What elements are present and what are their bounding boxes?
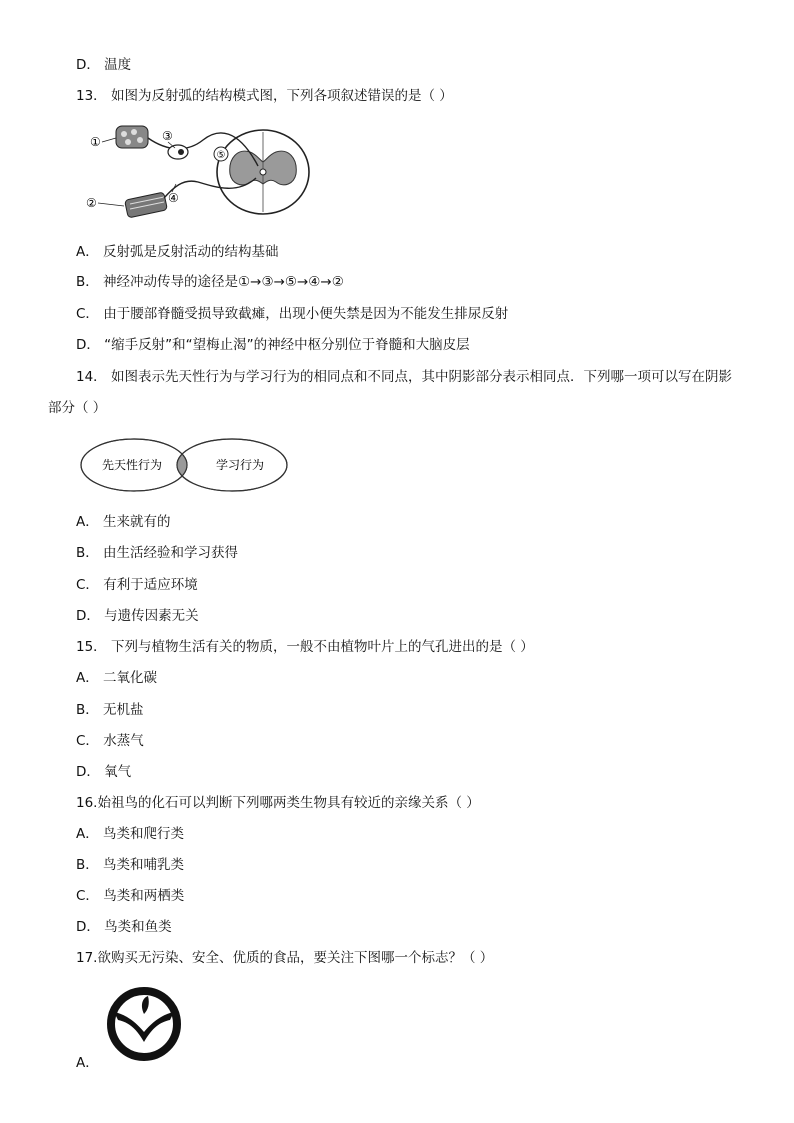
label-4: ④ [168,191,179,205]
q14-option-a: A． 生来就有的 [76,514,171,530]
q16-option-a: A． 鸟类和爬行类 [76,826,185,842]
q14-option-d: D． 与遗传因素无关 [76,608,199,624]
q13-option-b: B． 神经冲动传导的途径是①→③→⑤→④→② [76,274,344,290]
label-2: ② [86,196,97,210]
q16-stem: 16.始祖鸟的化石可以判断下列哪两类生物具有较近的亲缘关系（ ） [76,795,480,811]
q15-option-a: A． 二氧化碳 [76,670,158,686]
receptor [116,126,148,148]
venn-left-label: 先天性行为 [101,458,163,472]
q12-option-d: D． 温度 [76,57,132,73]
q15-stem: 15． 下列与植物生活有关的物质，一般不由植物叶片上的气孔进出的是（ ） [76,639,534,655]
q14-option-c: C． 有利于适应环境 [76,577,198,593]
label-3: ③ [162,129,173,143]
q15-option-c: C． 水蒸气 [76,733,144,749]
q15-option-d: D． 氧气 [76,764,132,780]
venn-diagram [78,436,290,494]
venn-right-label: 学习行为 [215,458,265,472]
q13-option-d: D． “缩手反射”和“望梅止渴”的神经中枢分别位于脊髓和大脑皮层 [76,337,470,353]
q16-option-b: B． 鸟类和哺乳类 [76,857,185,873]
q15-option-b: B． 无机盐 [76,702,144,718]
effector [125,192,168,218]
label-1: ① [90,135,101,149]
q14-stem-line1: 14． 如图表示先天性行为与学习行为的相同点和不同点，其中阴影部分表示相同点．下列哪一项可以写在阴影 [76,369,732,385]
q13-stem: 13． 如图为反射弧的结构模式图，下列各项叙述错误的是（ ） [76,88,453,104]
q14-stem-line2: 部分（ ） [48,400,107,416]
label-5: ⑤ [216,150,226,161]
q13-option-a: A． 反射弧是反射活动的结构基础 [76,244,279,260]
q13-option-c: C． 由于腰部脊髓受损导致截瘫，出现小便失禁是因为不能发生排尿反射 [76,306,509,322]
q17-option-a: A． [76,1055,99,1071]
reflex-arc-figure [78,122,318,222]
q16-option-c: C． 鸟类和两栖类 [76,888,185,904]
q14-option-b: B． 由生活经验和学习获得 [76,545,239,561]
green-food-logo-icon [104,984,184,1064]
q16-option-d: D． 鸟类和鱼类 [76,919,172,935]
q17-stem: 17.欲购买无污染、安全、优质的食品，要关注下图哪一个标志？（ ） [76,950,494,966]
